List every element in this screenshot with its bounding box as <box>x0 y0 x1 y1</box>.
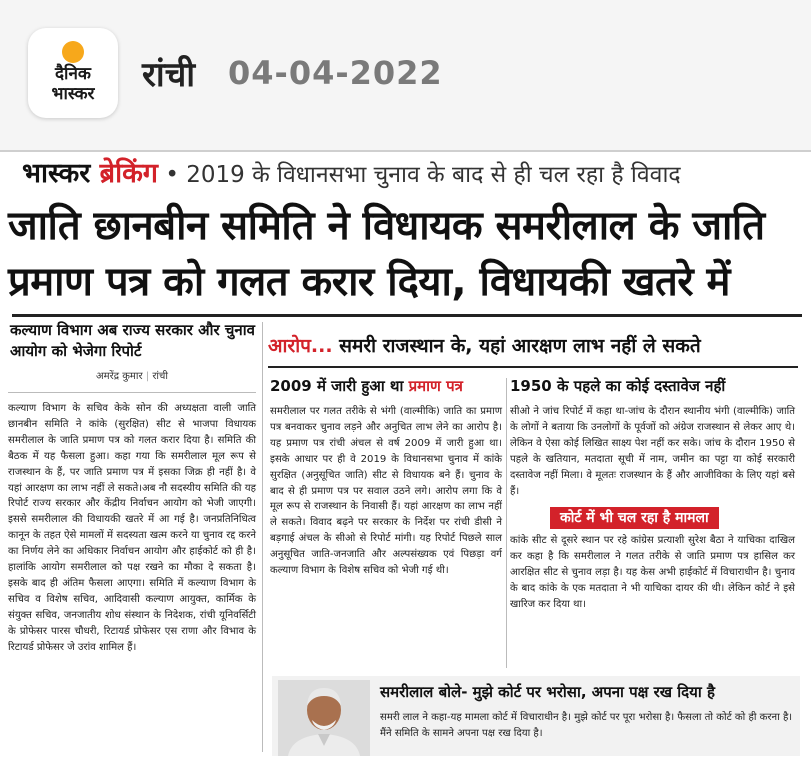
logo-text-line1: दैनिक <box>55 64 91 84</box>
allegation-text: समरी राजस्थान के, यहां आरक्षण लाभ नहीं ले सकते <box>332 335 701 357</box>
left-subhead: कल्याण विभाग अब राज्य सरकार और चुनाव आयोग को भेजेगा रिपोर्ट <box>10 321 255 360</box>
byline-separator: | <box>145 371 153 382</box>
byline <box>8 368 256 382</box>
right-column <box>510 376 795 613</box>
column-divider <box>262 322 263 752</box>
header-divider <box>0 150 811 152</box>
court-banner: कोर्ट में भी चल रहा है मामला <box>550 507 719 529</box>
allegation-rule <box>268 366 798 368</box>
right-body-text: सीओ ने जांच रिपोर्ट में कहा था-जांच के दौरान स्थानीय भंगी (वाल्मीकि) जाति के लोगों ने बताया कि उनलोगों के पूर्वजों को अंग्रेज राजस्थान से लेकर आए थे। लेकिन वे ऐसा कोई लिखित साक्ष्य पेश नहीं कर सके। जांच के दौरान 1950 से पहले के खतियान, मतदाता सूची में नाम, जमीन का पट्टा या कोई सरकारी दस्तावेज नहीं मिला। वे मूलतः राजस्थान के हैं और आजीविका के लिए यहां बसे हैं। <box>510 406 795 497</box>
app-header <box>0 0 811 150</box>
headline-rule <box>12 314 802 317</box>
right-column-heading: 1950 के पहले का कोई दस्तावेज नहीं <box>510 377 726 395</box>
mid-heading-red: प्रमाण पत्र <box>408 377 463 395</box>
samrilal-portrait <box>278 680 370 756</box>
byline-name: अमरेंद्र कुमार <box>96 371 143 382</box>
quote-box <box>272 676 800 756</box>
mid-column-heading <box>270 376 502 396</box>
sun-logo-icon <box>62 41 84 63</box>
mid-heading-black: 2009 में जारी हुआ था <box>270 377 409 395</box>
kicker-text: 2019 के विधानसभा चुनाव के बाद से ही चल रहा है विवाद <box>186 162 681 188</box>
middle-column <box>270 376 502 579</box>
portrait-image-icon <box>278 680 370 756</box>
logo-text-line2: भास्कर <box>51 84 95 104</box>
left-rule <box>8 392 256 393</box>
edition-city[interactable]: रांची <box>142 55 196 95</box>
edition-date[interactable]: 04-04-2022 <box>228 54 443 92</box>
breaking-strip <box>22 158 681 191</box>
mid-body-text: समरीलाल पर गलत तरीके से भंगी (वाल्मीकि) जाति का प्रमाण पत्र बनवाकर चुनाव लड़ने और अनुचित लाभ लेने का आरोप है। यह प्रमाण पत्र रांची अंचल से वर्ष 2009 में जारी हुआ था। इसके आधार पर ही वे 2019 के विधानसभा चुनाव में कांके सुरक्षित (अनुसूचित जाति) सीट से विधायक बने हैं। चुनाव के बाद से ही प्रमाण पत्र पर सवाल उठने लगे। आरोप लगा कि वे मूल रूप से राजस्थान के निवासी हैं। यहां आरक्षण का लाभ नहीं ले सकते। विवाद बढ़ने पर सरकार के निर्देश पर रांची डीसी ने बड़गाई अंचल के सीओ से रिपोर्ट मांगी। यह रिपोर्ट पिछले साल अनुसूचित जाति-जनजाति और अल्पसंख्यक एवं पिछड़ा वर्ग कल्याण विभाग के विशेष सचिव को भेजी गई थी। <box>270 406 502 577</box>
article-headline: जाति छानबीन समिति ने विधायक समरीलाल के जाति प्रमाण पत्र को गलत करार दिया, विधायकी खतरे में <box>8 203 765 305</box>
column-divider-2 <box>506 378 507 668</box>
kicker-bhaskar-brand: भास्कर <box>22 158 100 189</box>
kicker-dot: • <box>158 162 187 188</box>
left-column <box>8 320 256 656</box>
court-body-text: कांके सीट से दूसरे स्थान पर रहे कांग्रेस प्रत्याशी सुरेश बैठा ने याचिका दाखिल कर कहा है कि समरीलाल ने गलत तरीके से जाति प्रमाण पत्र हासिल कर आरक्षित सीट से चुनाव लड़ा है। यह केस अभी हाईकोर्ट में विचाराधीन है। चुनाव के बाद कांके के एक मतदाता ने भी याचिका दायर की थी। लेकिन कोर्ट ने इसे खारिज कर दिया था। <box>510 535 795 611</box>
byline-place: रांची <box>152 371 168 382</box>
left-body-text: कल्याण विभाग के सचिव केके सोन की अध्यक्षता वाली जाति छानबीन समिति ने कांके (सुरक्षित) सीट से भाजपा विधायक समरीलाल के जाति प्रमाण पत्र को गलत करार दिया है। समिति की बैठक में यह फैसला हुआ। कहा गया कि समरीलाल मूल रूप से राजस्थान के हैं, पर जाति प्रमाण पत्र में इसका जिक्र ही नहीं है। वे यहां आरक्षण का लाभ नहीं ले सकते।अब नौ सदस्यीय समिति की यह रिपोर्ट राज्य सरकार और केंद्रीय निर्वाचन आयोग को भेजी जाएगी। इससे समरीलाल की विधायकी खतरे में आ गई है। जनप्रतिनिधित्व कानून के तहत ऐसे मामलों में सदस्यता खत्म करने या चुनाव रद्द करने का निर्णय लेने का अधिकार निर्वाचन आयोग और हाईकोर्ट को ही है। हालांकि आयोग समरीलाल को पक्ष रखने का मौका दे सकता है। इसके बाद ही अंतिम फैसला आएगा। समिति में कल्याण विभाग के सचिव व विशेष सचिव, आदिवासी कल्याण आयुक्त, कार्मिक के संयुक्त सचिव, जनजातीय शोध संस्थान के निदेशक, रांची यूनिवर्सिटी के प्रोफेसर पारस चौधरी, रिटायर्ड प्रोफेसर एस राणा और विभाव के रिटायर्ड प्रोफेसर जे उरांव शामिल हैं। <box>8 403 256 653</box>
quote-body: समरी लाल ने कहा-यह मामला कोर्ट में विचाराधीन है। मुझे कोर्ट पर पूरा भरोसा है। फैसला तो कोर्ट को ही करना है। मैंने समिति के सामने अपना पक्ष रख दिया है। <box>380 712 793 739</box>
allegation-label: आरोप... <box>268 335 333 357</box>
dainik-bhaskar-logo[interactable] <box>28 28 118 118</box>
quote-heading: समरीलाल बोले- मुझे कोर्ट पर भरोसा, अपना पक्ष रख दिया है <box>380 683 715 701</box>
allegation-heading <box>268 332 701 358</box>
kicker-breaking-red: ब्रेकिंग <box>99 158 159 189</box>
